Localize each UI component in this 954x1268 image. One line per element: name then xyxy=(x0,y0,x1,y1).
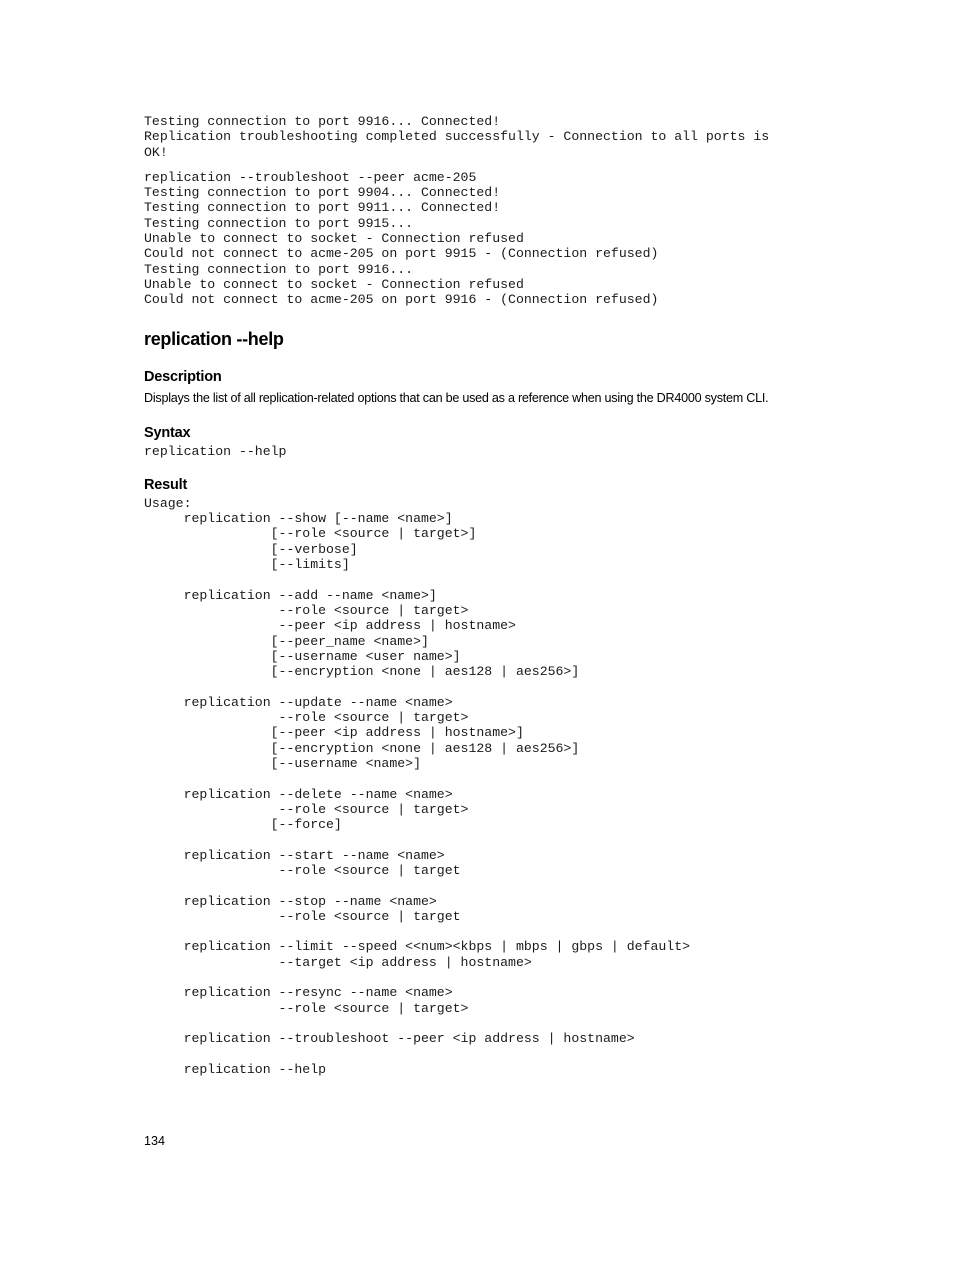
page-number: 134 xyxy=(144,1134,166,1148)
command-output-block-2: replication --troubleshoot --peer acme-205 Testing connection to port 9904... Connected! Testing connection to port 9911... Connected! Testing connection to port 9915... Unable to connect to socket - Connection refused Could not connect to acme-205 on port 9915 - (Connection refused) Testing connection to port 9916... Unable to connect to socket - Connection refused Could not connect to acme-205 on port 9916 - (Connection refused) xyxy=(144,169,659,308)
section-title: replication --help xyxy=(144,328,284,349)
result-heading: Result xyxy=(144,476,188,493)
result-code: Usage: replication --show [--name <name>] [--role <source | target>] [--verbose] [--limits] replication --add --name <name>] --role <source | target> --peer <ip address | hostname> [--peer_name <name>] [--username <user name>] [--encryption <none | aes128 | aes256>] replication --update --name <name> --role <source | target> [--peer <ip address | hostname>] [--encryption <none | aes128 | aes256>] [--username <name>] replication --delete --name <name> --role <source | target> [--force] replication --start --name <name> --role <source | target replication --stop --name <name> --role <source | target replication --limit --speed <<num><kbps | mbps | gbps | default> --target <ip address | hostname> replication --resync --name <name> --role <source | target> replication --troubleshoot --peer <ip address | hostname> replication --help xyxy=(144,495,691,1077)
description-text: Displays the list of all replication-related options that can be used as a reference when using the DR4000 system CLI. xyxy=(144,390,769,405)
page-content xyxy=(144,114,844,1077)
syntax-heading: Syntax xyxy=(144,424,191,441)
syntax-code: replication --help xyxy=(144,443,287,459)
description-heading: Description xyxy=(144,368,222,385)
command-output-block-1: Testing connection to port 9916... Connected! Replication troubleshooting completed successfully - Connection to all ports is OK! xyxy=(144,114,770,160)
